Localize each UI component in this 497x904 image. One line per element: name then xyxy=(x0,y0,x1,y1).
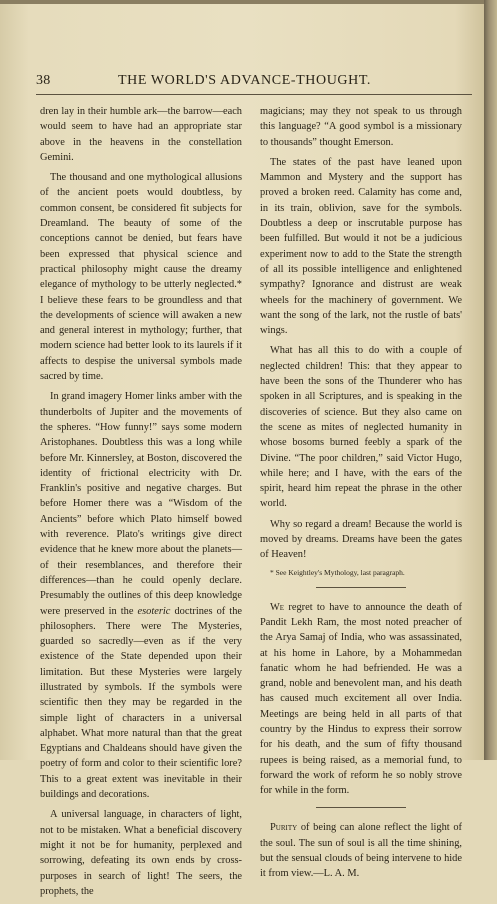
footnote: * See Keightley's Mythology, last paragraph. xyxy=(270,567,405,577)
emphasis: esoteric xyxy=(137,605,171,617)
page-number: 38 xyxy=(36,73,51,88)
text-run: regret to have to announce the death of Pandit Lekh Ram, the most noted preacher of the Arya Samaj of India, who was assassinated, at his home in Lahore, by a Mohammedan fanatic whom he had befriended. He was a grand, noble and benevolent man, and his death has caused much excitement all over India. Meetings are being held in all parts of that country by the Hindus to express their sorrow for his death, and the sum of fifty thousand rupees is being raised, as a memorial fund, to forward the work of reform he so nobly strove for while in the form. xyxy=(260,601,462,797)
text-run: of being can alone reflect the light of the soul. The sun of soul is all the time shining, but the sensual clouds of being intervene to hide it from view.—L. A. M. xyxy=(260,822,462,880)
page-binding-edge xyxy=(484,0,497,760)
paragraph: magicians; may they not speak to us through this language? “A good symbol is a missionary to thousands” thought Emerson. xyxy=(260,106,462,148)
section-divider xyxy=(316,587,406,588)
paragraph xyxy=(260,600,462,799)
paragraph: The states of the past have leaned upon Mammon and Mystery and the support has proved a broken reed. Calamity has come and, in its train, oblivion, save for the symbols. Doubtless a deep or inscrutable purpose has been fulfilled. But would it not be a judicious experiment now to add to the State the strength of all its possible intelligence and enlightened sympathy? Ignorance and distrust are weak wheels for the machinery of government. We want the song of the lark, not the rustle of bats' wings. xyxy=(260,156,462,337)
paragraph xyxy=(260,820,462,881)
paragraph: dren lay in their humble ark—the barrow—each would seem to have had an appropriate star above in the heavens in the constellation Gemini. xyxy=(40,106,242,163)
text-run: doctrines of the philosophers. There were The Mysteries, guarded so sacredly—even as if the very existence of the State depended upon their limitation. But these Mysteries were largely illustrated by symbols. If the symbols were scientific then they may be regarded in the simple light of characters in a universal alphabet. What more natural than that the great Egyptians and Chaldeans should have given the poetry of form and color to their scientific lore? This to a great extent was inevitable in their buildings and decorations. xyxy=(40,605,242,801)
paragraph: What has all this to do with a couple of neglected children! This: that they appear to have been the sons of the Thunderer who has spoken in all Scriptures, and is speaking in the discoveries of science. But they also came on the scene as mites of neglected humanity in whose bosoms burned feebly a spark of the Divine. “The poor children,” said Victor Hugo, while here; and I have, with the ears of the spirit, heard him repeat the phrase in the other world. xyxy=(260,345,462,510)
paragraph: A universal language, in characters of light, not to be mistaken. What a beneficial discovery might it not be for humanity, perplexed and sorrowing, defeating its own ends by cross-purposes in search of light! The seers, the prophets, the xyxy=(40,809,242,897)
text-run: In grand imagery Homer links amber with the thunderbolts of Jupiter and the movements of the spheres. “How funny!” says some modern Aristophanes. Doubtless this was a long while before Mr. Kinnersley, at Boston, discovered the identity of frictional electricity with Dr. Franklin's positive and negative charges. But before Homer there was a “Wisdom of the Ancients” before which Plato himself bowed with reverence. Plato's writings give direct evidence that he knew more about the planets—of their resemblances, and therefore their differences—than he could openly declare. Presumably the outlines of this deep knowledge were preserved in the xyxy=(40,391,242,617)
paragraph: The thousand and one mythological allusions of the ancient poets would doubtless, by common consent, be considered fit subjects for Dreamland. The beauty of some of the conceptions cannot be denied, but fears have been expressed that physical science and practical philosophy might cause the dreamy elegance of mythology to be utterly neglected.* I believe these fears to be groundless and that the developments of science will awaken a new and general interest in mythology; further, that modern science had better look to its laurels if it affects to despise the universal symbols made sacred by time. xyxy=(40,172,242,383)
lead-word: We xyxy=(270,601,285,613)
left-column xyxy=(40,104,242,904)
lead-word: Purity xyxy=(270,822,298,834)
page-top-edge xyxy=(0,0,497,4)
paragraph: Why so regard a dream! Because the world is moved by dreams. Dreams have been the gates of Heaven! xyxy=(260,518,462,561)
paragraph xyxy=(40,389,242,802)
right-column xyxy=(260,104,462,887)
header-rule xyxy=(36,94,472,95)
running-head: THE WORLD'S ADVANCE-THOUGHT. xyxy=(118,73,372,88)
section-divider xyxy=(316,807,406,808)
